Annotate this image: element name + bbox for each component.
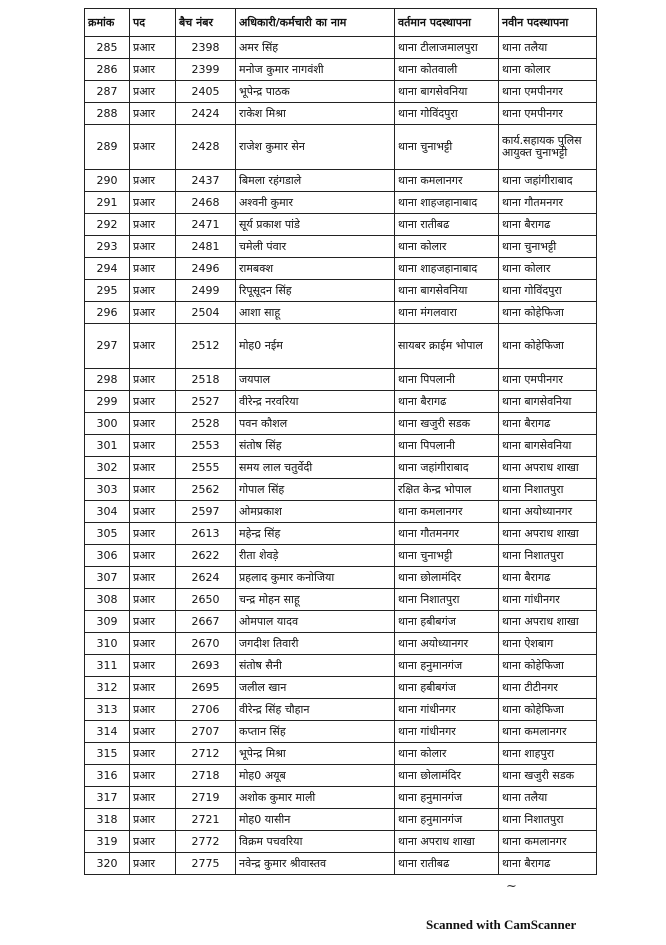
cell-batch: 2399 (176, 59, 236, 81)
cell-name: नवेन्द्र कुमार श्रीवास्तव (236, 853, 395, 875)
cell-serial: 311 (85, 655, 130, 677)
cell-name: ओमप्रकाश (236, 501, 395, 523)
cell-current-posting: थाना निशातपुरा (395, 589, 499, 611)
cell-name: रीता शेवड़े (236, 545, 395, 567)
cell-serial: 293 (85, 236, 130, 258)
cell-new-posting: थाना तलैया (499, 37, 597, 59)
cell-serial: 297 (85, 324, 130, 369)
cell-name: वीरेन्द्र नरवरिया (236, 391, 395, 413)
cell-name: अशोक कुमार माली (236, 787, 395, 809)
cell-batch: 2555 (176, 457, 236, 479)
cell-post: प्रआर (130, 457, 176, 479)
cell-new-posting: थाना अपराध शाखा (499, 457, 597, 479)
cell-batch: 2718 (176, 765, 236, 787)
cell-name: जगदीश तिवारी (236, 633, 395, 655)
cell-serial: 315 (85, 743, 130, 765)
cell-name: अमर सिंह (236, 37, 395, 59)
cell-post: प्रआर (130, 699, 176, 721)
cell-current-posting: थाना जहांगीराबाद (395, 457, 499, 479)
cell-batch: 2719 (176, 787, 236, 809)
cell-current-posting: थाना शाहजहानाबाद (395, 192, 499, 214)
table-row (85, 258, 597, 280)
cell-name: मनोज कुमार नागवंशी (236, 59, 395, 81)
cell-new-posting: थाना बैरागढ (499, 567, 597, 589)
cell-current-posting: थाना पिपलानी (395, 369, 499, 391)
cell-current-posting: थाना चुनाभट्टी (395, 125, 499, 170)
cell-post: प्रआर (130, 435, 176, 457)
cell-new-posting: थाना जहांगीराबाद (499, 170, 597, 192)
cell-current-posting: थाना अपराध शाखा (395, 831, 499, 853)
cell-name: भूपेन्द्र पाठक (236, 81, 395, 103)
cell-serial: 312 (85, 677, 130, 699)
cell-new-posting: थाना शाहपुरा (499, 743, 597, 765)
table-row (85, 479, 597, 501)
cell-post: प्रआर (130, 809, 176, 831)
cell-batch: 2398 (176, 37, 236, 59)
cell-serial: 290 (85, 170, 130, 192)
cell-current-posting: थाना रातीबढ (395, 214, 499, 236)
cell-batch: 2424 (176, 103, 236, 125)
cell-current-posting: थाना बागसेवनिया (395, 81, 499, 103)
cell-name: चमेली पंवार (236, 236, 395, 258)
cell-batch: 2428 (176, 125, 236, 170)
cell-name: मोह0 यासीन (236, 809, 395, 831)
table-row (85, 103, 597, 125)
cell-name: आशा साहू (236, 302, 395, 324)
cell-batch: 2667 (176, 611, 236, 633)
cell-serial: 291 (85, 192, 130, 214)
cell-post: प्रआर (130, 611, 176, 633)
cell-current-posting: थाना खजुरी सडक (395, 413, 499, 435)
cell-serial: 299 (85, 391, 130, 413)
cell-current-posting: थाना चुनाभट्टी (395, 545, 499, 567)
cell-batch: 2622 (176, 545, 236, 567)
cell-serial: 298 (85, 369, 130, 391)
table-row (85, 809, 597, 831)
cell-new-posting: थाना खजुरी सडक (499, 765, 597, 787)
cell-new-posting: थाना निशातपुरा (499, 809, 597, 831)
cell-post: प्रआर (130, 743, 176, 765)
cell-current-posting: थाना गांधीनगर (395, 699, 499, 721)
cell-new-posting: थाना कोहेफिजा (499, 699, 597, 721)
cell-batch: 2527 (176, 391, 236, 413)
col-header-post: पद (130, 9, 176, 37)
cell-batch: 2405 (176, 81, 236, 103)
cell-serial: 318 (85, 809, 130, 831)
cell-new-posting: थाना टीटीनगर (499, 677, 597, 699)
cell-post: प्रआर (130, 501, 176, 523)
cell-batch: 2437 (176, 170, 236, 192)
cell-post: प्रआर (130, 545, 176, 567)
cell-name: जयपाल (236, 369, 395, 391)
table-row (85, 125, 597, 170)
cell-batch: 2504 (176, 302, 236, 324)
cell-current-posting: सायबर क्राईम भोपाल (395, 324, 499, 369)
table-row (85, 765, 597, 787)
table-row (85, 413, 597, 435)
cell-serial: 307 (85, 567, 130, 589)
cell-current-posting: थाना पिपलानी (395, 435, 499, 457)
cell-post: प्रआर (130, 721, 176, 743)
transfer-table (84, 8, 597, 875)
cell-post: प्रआर (130, 787, 176, 809)
cell-current-posting: थाना अयोध्यानगर (395, 633, 499, 655)
cell-batch: 2706 (176, 699, 236, 721)
table-row (85, 633, 597, 655)
cell-serial: 302 (85, 457, 130, 479)
cell-current-posting: थाना हनुमानगंज (395, 655, 499, 677)
cell-post: प्रआर (130, 37, 176, 59)
cell-name: ओमपाल यादव (236, 611, 395, 633)
cell-current-posting: थाना टीलाजमालपुरा (395, 37, 499, 59)
cell-new-posting: थाना बैरागढ (499, 413, 597, 435)
cell-batch: 2468 (176, 192, 236, 214)
cell-post: प्रआर (130, 853, 176, 875)
cell-batch: 2562 (176, 479, 236, 501)
cell-serial: 317 (85, 787, 130, 809)
cell-post: प्रआर (130, 655, 176, 677)
col-header-current-posting: वर्तमान पदस्थापना (395, 9, 499, 37)
cell-batch: 2624 (176, 567, 236, 589)
cell-current-posting: थाना कोतवाली (395, 59, 499, 81)
table-row (85, 214, 597, 236)
cell-name: चन्द्र मोहन साहू (236, 589, 395, 611)
cell-post: प्रआर (130, 103, 176, 125)
cell-name: गोपाल सिंह (236, 479, 395, 501)
cell-batch: 2650 (176, 589, 236, 611)
table-row (85, 589, 597, 611)
cell-name: मोह0 नईम (236, 324, 395, 369)
cell-batch: 2471 (176, 214, 236, 236)
cell-serial: 295 (85, 280, 130, 302)
cell-name: वीरेन्द्र सिंह चौहान (236, 699, 395, 721)
cell-current-posting: थाना कोलार (395, 743, 499, 765)
table-row (85, 743, 597, 765)
cell-serial: 301 (85, 435, 130, 457)
cell-serial: 286 (85, 59, 130, 81)
cell-serial: 289 (85, 125, 130, 170)
cell-batch: 2499 (176, 280, 236, 302)
cell-batch: 2481 (176, 236, 236, 258)
cell-batch: 2712 (176, 743, 236, 765)
cell-name: संतोष सिंह (236, 435, 395, 457)
cell-batch: 2553 (176, 435, 236, 457)
cell-serial: 314 (85, 721, 130, 743)
table-row (85, 677, 597, 699)
cell-post: प्रआर (130, 81, 176, 103)
cell-serial: 313 (85, 699, 130, 721)
cell-new-posting: थाना निशातपुरा (499, 545, 597, 567)
table-row (85, 721, 597, 743)
cell-serial: 303 (85, 479, 130, 501)
cell-new-posting: थाना कोलार (499, 258, 597, 280)
cell-name: राजेश कुमार सेन (236, 125, 395, 170)
table-row (85, 435, 597, 457)
cell-current-posting: थाना बागसेवनिया (395, 280, 499, 302)
col-header-serial: क्रमांक (85, 9, 130, 37)
cell-serial: 316 (85, 765, 130, 787)
cell-name: जलील खान (236, 677, 395, 699)
cell-batch: 2528 (176, 413, 236, 435)
table-row (85, 655, 597, 677)
cell-batch: 2512 (176, 324, 236, 369)
cell-new-posting: थाना कमलानगर (499, 831, 597, 853)
cell-batch: 2775 (176, 853, 236, 875)
cell-serial: 288 (85, 103, 130, 125)
cell-batch: 2721 (176, 809, 236, 831)
cell-current-posting: थाना बैरागढ (395, 391, 499, 413)
table-row (85, 567, 597, 589)
cell-current-posting: थाना छोलामंदिर (395, 567, 499, 589)
cell-serial: 320 (85, 853, 130, 875)
cell-new-posting: थाना अयोध्यानगर (499, 501, 597, 523)
table-row (85, 37, 597, 59)
table-header-row (85, 9, 597, 37)
cell-new-posting: थाना गौतमनगर (499, 192, 597, 214)
cell-serial: 300 (85, 413, 130, 435)
table-row (85, 324, 597, 369)
cell-serial: 304 (85, 501, 130, 523)
cell-current-posting: थाना हनुमानगंज (395, 809, 499, 831)
col-header-new-posting: नवीन पदस्थापना (499, 9, 597, 37)
cell-name: अश्वनी कुमार (236, 192, 395, 214)
cell-name: राकेश मिश्रा (236, 103, 395, 125)
cell-name: विक्रम पचवरिया (236, 831, 395, 853)
cell-name: रिपूसूदन सिंह (236, 280, 395, 302)
cell-new-posting: थाना कमलानगर (499, 721, 597, 743)
cell-post: प्रआर (130, 765, 176, 787)
table-row (85, 853, 597, 875)
cell-name: बिमला रहंगडाले (236, 170, 395, 192)
cell-name: रामबक्श (236, 258, 395, 280)
cell-serial: 296 (85, 302, 130, 324)
cell-post: प्रआर (130, 324, 176, 369)
cell-name: महेन्द्र सिंह (236, 523, 395, 545)
cell-new-posting: थाना एमपीनगर (499, 369, 597, 391)
cell-new-posting: थाना बागसेवनिया (499, 435, 597, 457)
scanner-watermark: Scanned with CamScanner (426, 917, 577, 932)
cell-new-posting: थाना कोहेफिजा (499, 655, 597, 677)
table-row (85, 192, 597, 214)
table-row (85, 545, 597, 567)
cell-post: प्रआर (130, 236, 176, 258)
table-row (85, 611, 597, 633)
cell-new-posting: कार्य.सहायक पुलिस आयुक्त चुनाभट्टी (499, 125, 597, 170)
table-row (85, 787, 597, 809)
table-row (85, 280, 597, 302)
cell-serial: 319 (85, 831, 130, 853)
cell-new-posting: थाना बैरागढ (499, 853, 597, 875)
cell-batch: 2496 (176, 258, 236, 280)
cell-post: प्रआर (130, 170, 176, 192)
col-header-name: अधिकारी/कर्मचारी का नाम (236, 9, 395, 37)
cell-new-posting: थाना बैरागढ (499, 214, 597, 236)
cell-post: प्रआर (130, 677, 176, 699)
table-row (85, 457, 597, 479)
table-row (85, 369, 597, 391)
cell-current-posting: रक्षित केन्द्र भोपाल (395, 479, 499, 501)
cell-name: कप्तान सिंह (236, 721, 395, 743)
table-row (85, 170, 597, 192)
cell-post: प्रआर (130, 214, 176, 236)
cell-new-posting: थाना एमपीनगर (499, 103, 597, 125)
cell-serial: 306 (85, 545, 130, 567)
cell-current-posting: थाना कमलानगर (395, 170, 499, 192)
cell-name: समय लाल चतुर्वेदी (236, 457, 395, 479)
cell-name: भूपेन्द्र मिश्रा (236, 743, 395, 765)
cell-name: मोह0 अयूब (236, 765, 395, 787)
cell-current-posting: थाना हबीबगंज (395, 677, 499, 699)
cell-serial: 285 (85, 37, 130, 59)
cell-serial: 310 (85, 633, 130, 655)
table-row (85, 81, 597, 103)
cell-name: पवन कौशल (236, 413, 395, 435)
cell-current-posting: थाना छोलामंदिर (395, 765, 499, 787)
cell-post: प्रआर (130, 567, 176, 589)
cell-post: प्रआर (130, 589, 176, 611)
cell-serial: 287 (85, 81, 130, 103)
cell-post: प्रआर (130, 59, 176, 81)
cell-current-posting: थाना मंगलवारा (395, 302, 499, 324)
cell-new-posting: थाना तलैया (499, 787, 597, 809)
table-row (85, 501, 597, 523)
cell-post: प्रआर (130, 831, 176, 853)
col-header-batch: बैच नंबर (176, 9, 236, 37)
cell-current-posting: थाना रातीबढ (395, 853, 499, 875)
cell-serial: 305 (85, 523, 130, 545)
cell-post: प्रआर (130, 280, 176, 302)
cell-serial: 292 (85, 214, 130, 236)
cell-batch: 2518 (176, 369, 236, 391)
cell-current-posting: थाना कमलानगर (395, 501, 499, 523)
cell-serial: 308 (85, 589, 130, 611)
cell-post: प्रआर (130, 413, 176, 435)
cell-post: प्रआर (130, 391, 176, 413)
cell-name: संतोष सैनी (236, 655, 395, 677)
cell-serial: 309 (85, 611, 130, 633)
cell-batch: 2772 (176, 831, 236, 853)
cell-name: सूर्य प्रकाश पांडे (236, 214, 395, 236)
cell-new-posting: थाना अपराध शाखा (499, 523, 597, 545)
cell-current-posting: थाना गौतमनगर (395, 523, 499, 545)
table-row (85, 831, 597, 853)
cell-new-posting: थाना बागसेवनिया (499, 391, 597, 413)
cell-post: प्रआर (130, 125, 176, 170)
cell-batch: 2695 (176, 677, 236, 699)
table-row (85, 59, 597, 81)
table-row (85, 699, 597, 721)
cell-current-posting: थाना हबीबगंज (395, 611, 499, 633)
cell-new-posting: थाना कोहेफिजा (499, 324, 597, 369)
cell-post: प्रआर (130, 302, 176, 324)
cell-post: प्रआर (130, 192, 176, 214)
table-row (85, 523, 597, 545)
cell-new-posting: थाना ऐशबाग (499, 633, 597, 655)
cell-batch: 2597 (176, 501, 236, 523)
table-row (85, 391, 597, 413)
cell-current-posting: थाना कोलार (395, 236, 499, 258)
cell-new-posting: थाना एमपीनगर (499, 81, 597, 103)
cell-name: प्रहलाद कुमार कनोजिया (236, 567, 395, 589)
cell-new-posting: थाना चुनाभट्टी (499, 236, 597, 258)
signature-mark: ~ (506, 879, 517, 894)
table-row (85, 302, 597, 324)
table-row (85, 236, 597, 258)
cell-new-posting: थाना कोलार (499, 59, 597, 81)
cell-serial: 294 (85, 258, 130, 280)
cell-new-posting: थाना कोहेफिजा (499, 302, 597, 324)
cell-post: प्रआर (130, 258, 176, 280)
cell-current-posting: थाना शाहजहानाबाद (395, 258, 499, 280)
cell-current-posting: थाना गोविंदपुरा (395, 103, 499, 125)
cell-new-posting: थाना अपराध शाखा (499, 611, 597, 633)
cell-new-posting: थाना गांधीनगर (499, 589, 597, 611)
cell-post: प्रआर (130, 479, 176, 501)
cell-current-posting: थाना गांधीनगर (395, 721, 499, 743)
cell-current-posting: थाना हनुमानगंज (395, 787, 499, 809)
cell-batch: 2707 (176, 721, 236, 743)
cell-batch: 2613 (176, 523, 236, 545)
cell-post: प्रआर (130, 369, 176, 391)
cell-post: प्रआर (130, 523, 176, 545)
cell-new-posting: थाना निशातपुरा (499, 479, 597, 501)
cell-new-posting: थाना गोविंदपुरा (499, 280, 597, 302)
cell-post: प्रआर (130, 633, 176, 655)
cell-batch: 2670 (176, 633, 236, 655)
cell-batch: 2693 (176, 655, 236, 677)
